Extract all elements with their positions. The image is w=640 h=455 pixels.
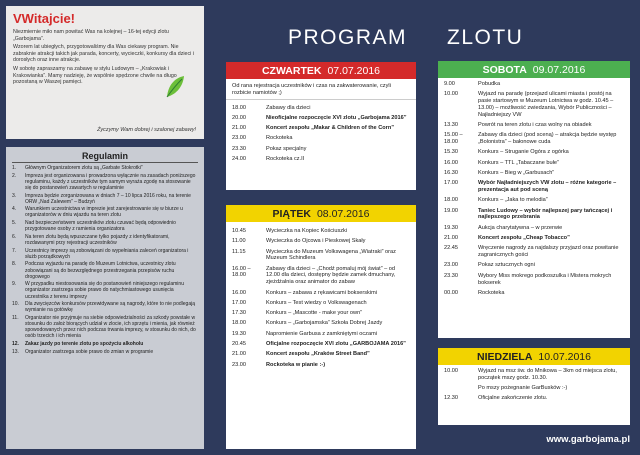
event-time: 17.00 [444,180,458,187]
event-row [438,170,630,177]
day-intro: Od rana rejestracja uczestników i czas na zakwaterowanie, czyli rozbicie namiotów ;) [226,79,416,100]
event-row [438,180,630,194]
event-description: Rockoteka [478,289,505,296]
event-row [438,245,630,259]
regulamin-item-number: 8. [12,261,17,268]
event-description: Konkurs – „Jaka to melodia” [478,197,548,204]
event-time: 11.00 [232,238,246,245]
title-word-2: ZLOTU [447,26,524,49]
event-time: 13.30 [444,121,458,128]
regulamin-item-text: Na teren zlotu będą wpuszczane tylko pojazdy z identyfikatorami, rozdawanymi przy rejestracji uczestników [25,233,170,246]
regulamin-list [12,165,198,355]
event-description: Zabawy dla dzieci – „Chodź pomaluj mój świat” – od 12.00 dla dzieci, dostępny będzie zamek dmuchany, zjeżdżalnia oraz animator do zabaw [266,265,396,286]
event-row [226,266,416,286]
event-description: Rockoteka cz.II [266,156,305,163]
event-row [438,197,630,204]
event-row [438,368,630,382]
event-time: 23.00 [444,262,458,269]
event-row [226,238,416,245]
event-time: 18.00 [232,104,246,111]
event-row [226,351,416,358]
event-time: 16.00 [444,159,458,166]
event-description: Wyjazd na paradę (przejazd ulicami miasta i postój na pasie startowym w Muzeum Lotnictwa w godz. 10.45 – 13.00) – możliwość zwiedzania, Wybór Publiczności – Najładniejszy VW [478,91,614,118]
event-description: Konkurs – Test wiedzy o Volkswagenach [266,299,367,306]
event-time: 23.30 [444,272,458,279]
regulamin-item [12,315,198,339]
event-description: Koncert zespołu „Makar & Children of the Corn” [266,125,395,132]
title-word-1: PROGRAM [288,26,408,49]
regulamin-item-text: Organizator nie przyjmuje na siebie odpowiedzialności za szkody powstałe w stosunku do założ biorących udział w zlocie, ich sprzętu i mienia, jak również spowodowanych przez nich podczas trwania imprezy, w stosunku do nich, do osób trzecich i ich mienia [25,315,196,340]
event-row [438,91,630,118]
regulamin-item-text: Podczas wyjazdu na paradę do Muzeum Lotnictwa, uczestnicy zlotu zobowiązani są do bezwzględnego przestrzegania przepisów ruchu drogowego [25,261,176,280]
day-name: NIEDZIELA [477,350,533,363]
day-date: 09.07.2016 [532,63,586,76]
event-description: Konkurs – Struganie Ogóra z ogórka [478,149,569,156]
regulamin-item-text: Dla zwycięzców konkursów przewidywane są nagrody, które to nie podlegają wymianie na gotówkę [25,301,195,314]
day-name: PIĄTEK [272,207,311,220]
event-time: 11.15 [232,248,246,255]
event-row [226,228,416,235]
event-row [438,149,630,156]
regulamin-item-text: Głównym Organizatorem zlotu są „Garbate Stokrotki” [25,165,143,171]
event-time: 16.30 [444,169,458,176]
regulamin-item-text: W przypadku niestosowania się do postanowień niniejszego regulaminu organizator zastrzega sobie prawo do natychmiastowego usunięcia uczestnika z terenu imprezy [25,281,184,300]
day-header-piatek [226,205,416,222]
event-time: 00.00 [444,289,458,296]
regulamin-item [12,193,198,205]
event-time: 21.00 [232,351,246,358]
welcome-wish: Życzymy Wam dobrej i szalonej zabawy! [97,127,196,133]
event-description: Wybory Miss mokrego podkoszulka i Mistera mokrych bokserek [478,272,612,286]
regulamin-item-number: 13. [12,348,19,355]
event-description: Napromienie Garbusa z zamkniętymi oczami [266,330,377,337]
regulamin-item [12,165,198,171]
day-panel-niedziela [438,348,630,425]
event-time: 9.00 [444,81,455,87]
day-header-sobota [438,61,630,78]
event-row [226,310,416,317]
regulamin-box [6,147,204,449]
regulamin-item-number: 3. [12,192,17,199]
event-row [438,262,630,269]
event-time: 21.00 [444,235,458,242]
event-description: Aukcja charytatywna – w przerwie [478,224,563,231]
event-time: 24.00 [232,156,246,163]
event-row [226,331,416,338]
leaf-logo-icon [164,74,186,100]
event-time: 15.30 [444,149,458,156]
event-description: Wycieczka na Kopiec Kościuszki [266,228,348,234]
day-date: 08.07.2016 [316,207,370,220]
event-description: Konkurs – „Garbojamska” Szkoła Dobrej Jazdy [266,320,383,327]
day-date: 10.07.2016 [538,350,591,363]
regulamin-item-text: Impreza będzie zorganizowana w dniach 7 – 10 lipca 2016 roku, na terenie ORW „Nad Zalewem” – Budzyń [25,192,191,205]
event-description: Powrót na teren zlotu i czas wolny na obiadek [478,121,592,128]
day-panel-piatek [226,205,416,449]
event-description: Pobudka [478,81,501,87]
regulamin-item-number: 1. [12,165,17,171]
regulamin-item-number: 7. [12,247,17,254]
event-time: 19.30 [444,224,458,231]
event-time: 23.00 [232,135,246,142]
regulamin-item-number: 5. [12,220,17,227]
event-description: Taniec Ludowy – wybór najlepszej pary tańczącej i najlepszego przebrania [478,207,613,221]
event-time: 15.00 – 18.00 [444,132,463,146]
event-row [226,341,416,348]
event-time: 17.30 [232,310,246,317]
event-time: 17.00 [232,299,246,306]
day-name: SOBOTA [482,63,527,76]
regulamin-item [12,281,198,299]
event-description: Koncert zespołu „Cheap Tobacco” [478,235,570,242]
event-description: Wycieczka do Muzeum Volkswagena „Wiatraki” oraz Muzeum Schindlera [266,248,396,262]
event-description: Wycieczka do Ojcowa i Pieskowej Skały [266,238,366,245]
event-time: 19.30 [232,330,246,337]
event-description: Pokaz sztucznych ogni [478,262,535,269]
welcome-p2: Wzorem lat ubiegłych, przygotowaliśmy dla Was ciekawy program. Nie zabraknie atrakcji takich jak parada, koncerty, wycieczki, konkursy dla dzieci i dorosłych oraz inne atrakcje. [13,44,194,64]
event-list [438,365,630,406]
event-description: Koncert zespołu „Kraków Street Band” [266,351,370,358]
event-list [226,102,416,167]
regulamin-title: Regulamin [12,151,198,163]
regulamin-item-text: Organizator zastrzega sobie prawo do zmian w programie [25,348,154,355]
regulamin-item [12,248,198,260]
regulamin-item-number: 12. [12,340,19,347]
event-description: Konkurs – Bieg w „Garbusach” [478,169,555,176]
event-time: 19.00 [444,207,458,214]
event-description: Konkurs – TTL „Tabaczane bułe” [478,159,559,166]
regulamin-item [12,234,198,246]
regulamin-item [12,261,198,279]
event-row [226,125,416,132]
welcome-p1: Niezmiernie miło nam powitać Was na kolejnej – 16-tej edycji zlotu „Garbojama”. [13,29,169,42]
event-list [226,222,416,372]
event-time: 20.00 [232,114,246,121]
event-time: 10.00 [444,91,458,98]
event-description: Oficjalne zakończenie zlotu. [478,395,548,402]
event-row [438,290,630,297]
regulamin-item-number: 6. [12,233,17,240]
event-row [438,273,630,287]
event-description: Pokaz specjalny [266,145,307,152]
event-description: Wyjazd na msz św. do Mnikowa – 3km od miejsca zlotu, początek mszy godz. 10.30. [478,368,617,381]
event-time: 22.45 [444,245,458,252]
regulamin-item [12,173,198,191]
regulamin-item [12,301,198,313]
page-title [288,26,563,50]
regulamin-item-number: 11. [12,315,19,321]
regulamin-item-number: 4. [12,206,17,213]
event-row [438,225,630,232]
day-header-niedziela [438,348,630,365]
regulamin-item [12,220,198,232]
regulamin-item-number: 9. [12,281,17,288]
event-row [438,122,630,129]
day-name: CZWARTEK [261,64,322,77]
event-row [438,385,630,392]
regulamin-item [12,341,198,347]
regulamin-item [12,206,198,218]
event-time: 16.00 [232,289,246,296]
website-link[interactable]: www.garbojama.pl [546,434,630,445]
event-row [438,160,630,167]
regulamin-item [12,349,198,355]
regulamin-item-text: Uczestnicy imprezy są zobowiązani do wypełniania zaleceń organizatora i służb porządkowych [25,247,189,260]
welcome-p3: W sobotę zapraszamy na zabawę w stylu Ludowym – „Krakowiak i Krakowianka”. Mamy nadzieję, że wspólnie spędzone chwile na długo pozostaną w Waszej pamięci. [13,65,177,86]
day-panel-czwartek [226,62,416,190]
day-panel-sobota [438,61,630,338]
regulamin-item-text: Warunkiem uczestnictwa w imprezie jest zarejestrowanie się w biurze u organizatorów w dniu wjazdu na teren zlotu [25,206,183,219]
event-description: Wybór Najładniejszych VW zlotu – różne kategorie – prezentacja aut pod sceną [478,180,617,194]
welcome-title: VWitajcie! [13,11,76,26]
regulamin-item-text: Nad bezpieczeństwem uczestników zlotu czuwać będą odpowiednio przygotowane osoby z ramienia organizatora [25,220,176,233]
event-description: Rockoteka [266,135,293,142]
welcome-box [6,6,204,139]
event-row [226,146,416,153]
regulamin-item-text: Zakaz jazdy po terenie zlotu po spożyciu alkoholu [25,340,144,347]
event-time: 18.00 [232,320,246,327]
event-time: 20.45 [232,341,246,348]
event-row [226,290,416,297]
event-time [444,385,478,392]
event-row [226,156,416,163]
event-time: 18.00 [444,197,458,204]
event-time: 21.00 [232,125,246,132]
day-date: 07.07.2016 [327,64,381,77]
event-list [438,78,630,300]
regulamin-item-text: Impreza jest organizowana i prowadzona wyłącznie na zasadach poniższego regulaminu, każdy z uczestników tym samym wyraża zgodę na stosowanie się do postanowień zawartych w regulaminie [25,172,196,191]
event-description: Oficjalne rozpoczęcie XVI zlotu „GARBOJAMA 2016” [266,341,406,348]
event-row [226,300,416,307]
event-time: 10.45 [232,228,246,234]
event-row [226,249,416,263]
event-time: 23.00 [232,361,246,368]
regulamin-item-number: 10. [12,301,19,308]
event-row [438,235,630,242]
event-description: Konkurs – zabawa z rękawicami bokserskimi [266,289,377,296]
event-row [438,132,630,146]
event-description: Nieoficjalne rozpoczęcie XVI zlotu „Garbojama 2016” [266,114,407,121]
event-row [226,105,416,112]
event-description: Rockoteka w pianie :-) [266,361,326,368]
event-description: Zabawy dla dzieci [266,104,311,111]
event-row [438,208,630,222]
event-time: 12.30 [444,395,458,402]
event-description: Po mszy pożegnanie GarBusków :-) [478,385,568,392]
event-description: Zabawy dla dzieci (pod sceną) – atrakcja będzie występ „Bolonistra” – bałonowe cuda [478,132,617,146]
event-description: Wręczenie nagrody za najdalszy przyjazd oraz powitanie zagranicznych gości [478,245,619,259]
event-row [226,362,416,369]
event-time: 16.00 – 18.00 [232,265,251,279]
event-row [226,115,416,122]
event-row [226,320,416,327]
event-row [438,395,630,402]
event-time: 23.30 [232,145,246,152]
day-header-czwartek [226,62,416,79]
event-row [438,81,630,88]
event-description: Konkurs – „Mascotte - make your own” [266,310,363,317]
regulamin-item-number: 2. [12,172,17,179]
event-row [226,135,416,142]
event-time: 10.00 [444,368,458,374]
